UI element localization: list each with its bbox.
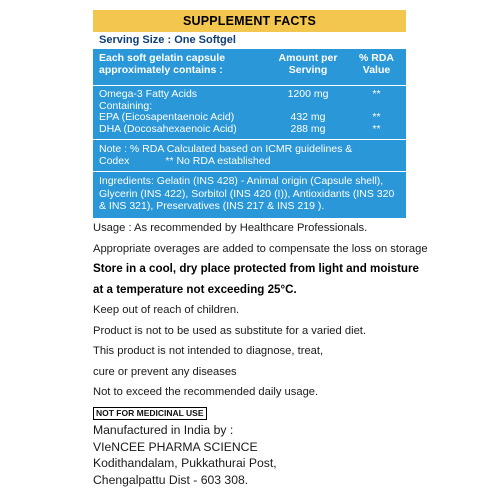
nutrient-name: DHA (Docosahexaenoic Acid) [99,122,237,135]
usage-text: Usage : As recommended by Healthcare Professionals. [93,222,368,234]
table-row [93,124,406,136]
manufacturer-name: VIeNCEE PHARMA SCIENCE [93,439,258,454]
header-contents: Each soft gelatin capsule approximately contains : [99,52,226,76]
storage-text-line2: at a temperature not exceeding 25°C. [93,282,297,296]
not-intended-text-line2: cure or prevent any diseases [93,365,237,378]
rda-note-no-rda: ** No RDA established [165,155,271,167]
rda-note-line1: Note : % RDA Calculated based on ICMR guidelines & [99,143,353,155]
nutrient-amount: 432 mg [290,111,326,123]
header-amount: Amount per Serving [278,52,338,76]
table-row [93,112,406,124]
not-substitute-text: Product is not to be used as substitute for a varied diet. [93,324,367,337]
storage-text-line1: Store in a cool, dry place protected from light and moisture [93,262,419,275]
nutrient-rda: ** [372,88,381,100]
nutrient-rda: ** [372,111,381,123]
rda-note [93,140,406,172]
nutrient-name: Containing: [99,99,153,112]
overages-text: Appropriate overages are added to compensate the loss on storage [93,242,428,255]
manufacturer-district: Chengalpattu Dist - 603 308. [93,472,249,487]
facts-table-header [93,49,406,86]
not-intended-text-line1: This product is not intended to diagnose, treat, [93,345,324,357]
nutrient-name: Omega-3 Fatty Acids [99,88,198,100]
keep-out-text: Keep out of reach of children. [93,304,240,316]
table-row [93,89,406,101]
nutrient-amount: 288 mg [290,122,326,135]
rda-note-codex: Codex [99,155,130,167]
label-text-block [93,218,493,421]
manufacturer-block [93,422,277,488]
facts-table-body [93,86,406,140]
nutrient-name: EPA (Eicosapentaenoic Acid) [99,111,235,123]
not-for-medicinal-use-box: NOT FOR MEDICINAL USE [93,407,207,420]
nutrient-amount: 1200 mg [287,88,329,100]
facts-table [93,49,406,218]
header-rda: % RDA Value [358,52,394,76]
supplement-facts-panel [93,10,406,218]
not-exceed-text: Not to exceed the recommended daily usage. [93,386,319,398]
manufacturer-line1: Manufactured in India by : [93,423,234,437]
nutrient-rda: ** [372,122,381,135]
serving-size: Serving Size : One Softgel [93,32,406,49]
ingredients: Ingredients: Gelatin (INS 428) - Animal origin (Capsule shell), Glycerin (INS 422), Sorbitol (INS 420 (I)), Antioxidants (INS 320 & INS 321), Preservatives (INS 217 & INS 219 ). [99,175,395,212]
manufacturer-address: Kodithandalam, Pukkathurai Post, [93,456,277,470]
supplement-facts-title: SUPPLEMENT FACTS [93,10,406,32]
